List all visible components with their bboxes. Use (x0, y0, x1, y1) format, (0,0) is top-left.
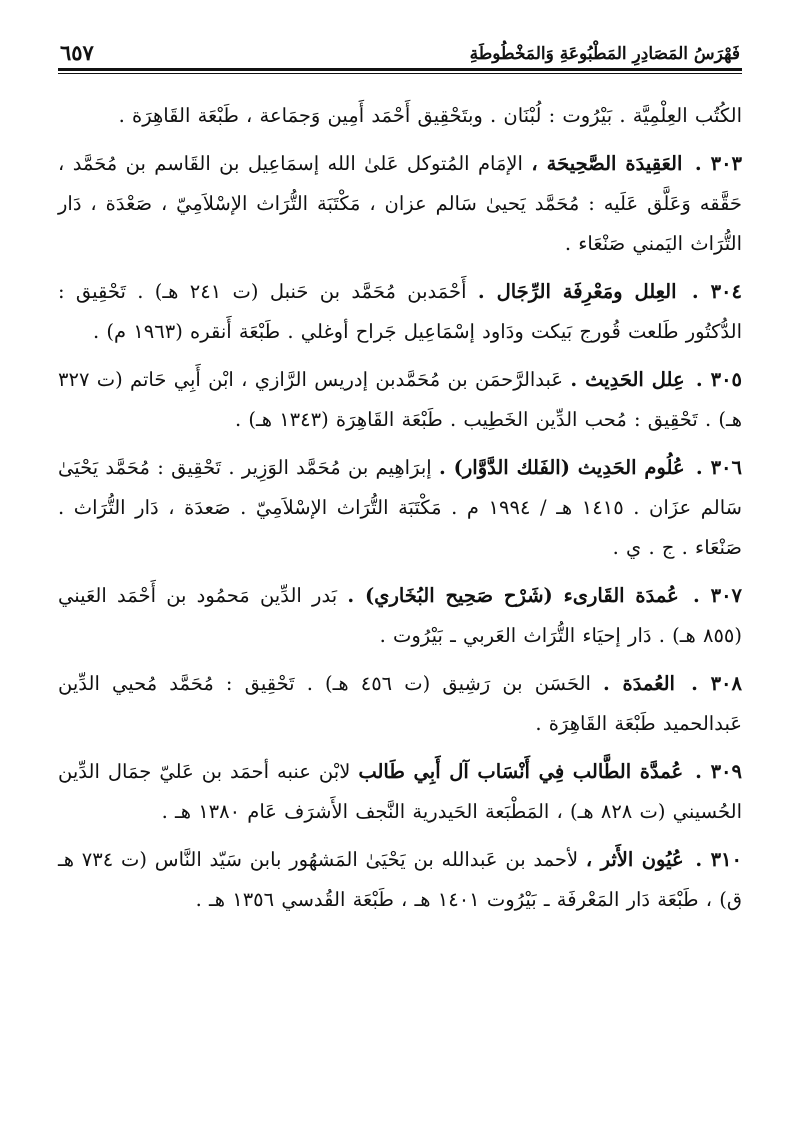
document-page (58, 30, 742, 1133)
entry-title: عُمدَة القَارىء (شَرْح صَحِيح البُخَاري) . (347, 584, 679, 607)
entry-title: العَقِيدَة الصَّحِيحَة ، (531, 152, 683, 175)
entry-text: عَبدالرَّحمَن بن مُحَمَّدبن إدريس الرَّازي ، ابْن أَبِي حَاتم (ت ٣٢٧ هـ) . تَحْقِيق : مُحب الدِّين الخَطِيب . طَبْعَة القَاهِرَة (١٣٤٣ هـ) . (58, 368, 742, 431)
bibliography-entry-continuation (58, 96, 742, 136)
bibliography-entry (58, 840, 742, 920)
entry-text: بَدر الدِّين مَحمُود بن أَحْمَد العَيني (٨٥٥ هـ) . دَار إحيَاء التُّرَاث العَربي ـ بَيْرُوت . (58, 584, 742, 647)
bibliography-entry (58, 576, 742, 656)
entry-number: ٣٠٥ . (695, 368, 743, 391)
entry-number: ٣٠٦ . (695, 456, 742, 479)
bibliography-entry (58, 360, 742, 440)
bibliography-entry (58, 144, 742, 264)
entry-text: لأحمد بن عَبدالله بن يَحْيَىٰ المَشهُور بابن سَيّد النَّاس (ت ٧٣٤ هـ ق) ، طَبْعَة دَار المَعْرفَة ـ بَيْرُوت ١٤٠١ هـ ، طَبْعَة القُدسي ١٣٥٦ هـ . (58, 848, 742, 911)
entry-title: عِلل الحَدِيث . (570, 368, 685, 391)
entry-title: العُمدَة . (603, 672, 675, 695)
entry-text: الإمَام المُتوكل عَلىٰ الله إسمَاعِيل بن القَاسم بن مُحَمَّد ، حَقَّقه وَعَلَّق عَلَيه : مُحَمَّد يَحيىٰ سَالم عزان ، مَكْتَبَة التُّرَاث الإسْلاَمِيّ ، صَعْدَة ، دَار التُّرَاث اليَمني صَنْعَاء . (58, 152, 742, 255)
bibliography-list (58, 96, 742, 920)
entry-text: الكُتُب العِلْمِيَّة . بَيْرُوت : لُبْنَان . وبتَحْقِيق أَحْمَد أَمِين وَجمَاعة ، طَبْعَة القَاهِرَة . (118, 104, 742, 127)
entry-number: ٣١٠ . (695, 848, 742, 871)
entry-number: ٣٠٤ . (691, 280, 742, 303)
page-number: ٦٥٧ (60, 39, 94, 65)
entry-number: ٣٠٧ . (692, 584, 743, 607)
running-header (58, 30, 742, 64)
entry-text: إبرَاهِيم بن مُحَمَّد الوَزِير . تَحْقِيق : مُحَمَّد يَحْيَىٰ سَالم عزَان . ١٤١٥ هـ / ١٩٩٤ م . مَكْتَبَة التُّرَاث الإسْلاَمِيّ . صَعدَة ، دَار التُّرَاث . صَنْعَاء . ج . ي . (58, 456, 742, 559)
entry-number: ٣٠٣ . (694, 152, 743, 175)
entry-title: عُمدَّة الطَّالب فِي أَنْسَاب آل أَبِي طَالب (358, 760, 684, 783)
entry-number: ٣٠٩ . (695, 760, 742, 783)
header-rule-thin (58, 73, 742, 74)
running-title: فَهْرَسُ المَصَادِرِ المَطْبُوعَةِ وَالمَخْطُوطَةِ (469, 44, 740, 65)
bibliography-entry (58, 272, 742, 352)
bibliography-entry (58, 448, 742, 568)
entry-title: عُيُون الأَثر ، (585, 848, 684, 871)
entry-number: ٣٠٨ . (691, 672, 742, 695)
entry-text: أَحْمَدبن مُحَمَّد بن حَنبل (ت ٢٤١ هـ) . تَحْقِيق : الدُّكتُور طَلعت قُورج بَيكت ودَاود إسْمَاعِيل جَراح أوغلي . طَبْعَة أَنقره (١٩٦٣ م) . (58, 280, 742, 343)
bibliography-entry (58, 664, 742, 744)
entry-text: الحَسَن بن رَشِيق (ت ٤٥٦ هـ) . تَحْقِيق : مُحَمَّد مُحيي الدِّين عَبدالحميد طَبْعَة القَاهِرَة . (58, 672, 742, 735)
entry-title: العِلل ومَعْرِفَة الرِّجَال . (477, 280, 677, 303)
entry-title: عُلُوم الحَدِيث (الفَلك الدَّوَّار) . (438, 456, 685, 479)
entry-text: لابْن عنبه أحمَد بن عَليّ جمَال الدِّين الحُسيني (ت ٨٢٨ هـ) ، المَطْبَعة الحَيدرية النَّجف الأَشرَف عَام ١٣٨٠ هـ . (58, 760, 742, 823)
header-rule-thick (58, 68, 742, 71)
bibliography-entry (58, 752, 742, 832)
